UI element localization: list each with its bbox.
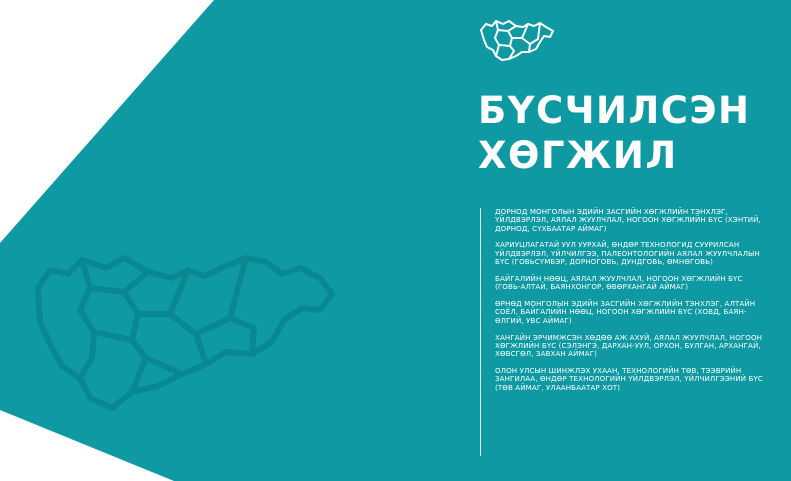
region-item-gobi-altai: БАЙГАЛИЙН НӨӨЦ, АЯЛАЛ ЖУУЛЧЛАЛ, НОГООН ХӨГЖЛИЙН БҮС (ГОВЬ-АЛТАЙ, БАЯНХОНГОР, ӨВӨРХАНГАЙ АЙМАГ) bbox=[495, 273, 743, 292]
title-line-1: БҮСЧИЛСЭН bbox=[478, 89, 751, 132]
mongolia-map-icon bbox=[478, 18, 556, 62]
region-list bbox=[480, 208, 770, 456]
mongolia-regions-map-icon bbox=[20, 248, 350, 418]
region-item-gobi: ХАРИУЦЛАГАТАЙ УУЛ УУРХАЙ, ӨНДӨР ТЕХНОЛОГИД СУУРИЛСАН ҮЙЛДВЭРЛЭЛ, ҮЙЛЧИЛГЭЭ, ПАЛЕОНТОЛОГИЙН АЯЛАЛ ЖУУЛЧЛАЛЫН БҮС (ГОВЬСҮМБЭР, ДОРНОГОВЬ, ДУНДГОВЬ, ӨМНӨГОВЬ) bbox=[495, 240, 760, 267]
page-title bbox=[478, 88, 778, 178]
title-line-2: ХӨГЖИЛ bbox=[478, 134, 678, 177]
region-item-central: ОЛОН УЛСЫН ШИНЖЛЭХ УХААН, ТЕХНОЛОГИЙН ТӨВ, ТЭЭВРИЙН ЗАНГИЛАА, ӨНДӨР ТЕХНОЛОГИЙН ҮЙЛДВЭРЛЭЛ, ҮЙЛЧИЛГЭЭНИЙ БҮС (ТӨВ АЙМАГ, УЛААНБААТАР ХОТ) bbox=[495, 366, 763, 392]
region-item-khangai: ХАНГАЙН ЭРЧИМЖСЭН ХӨДӨӨ АЖ АХУЙ, АЯЛАЛ ЖУУЛЧЛАЛ, НОГООН ХӨГЖЛИЙН БҮС (СЭЛЭНГЭ, ДАРХАН-УУЛ, ОРХОН, БУЛГАН, АРХАНГАЙ, ХӨВСГӨЛ, ЗАВХАН АЙМАГ) bbox=[495, 332, 763, 359]
region-item-east: ДОРНОД МОНГОЛЫН ЭДИЙН ЗАСГИЙН ХӨГЖЛИЙН ТЭНХЛЭГ, ҮЙЛДВЭРЛЭЛ, АЯЛАЛ ЖУУЛЧЛАЛ, НОГООН ХӨГЖЛИЙН БҮС (ХЭНТИЙ, ДОРНОД, СҮХБААТАР АЙМАГ) bbox=[495, 207, 761, 233]
region-item-west: ӨРНӨД МОНГОЛЫН ЭДИЙН ЗАСГИЙН ХӨГЖЛИЙН ТЭНХЛЭГ, АЛТАЙН СОЁЛ, БАЙГАЛИЙН НӨӨЦ, НОГООН ХӨГЖЛИЙН БҮС (ХОВД, БАЯН-ӨЛГИЙ, УВС АЙМАГ) bbox=[495, 299, 756, 325]
